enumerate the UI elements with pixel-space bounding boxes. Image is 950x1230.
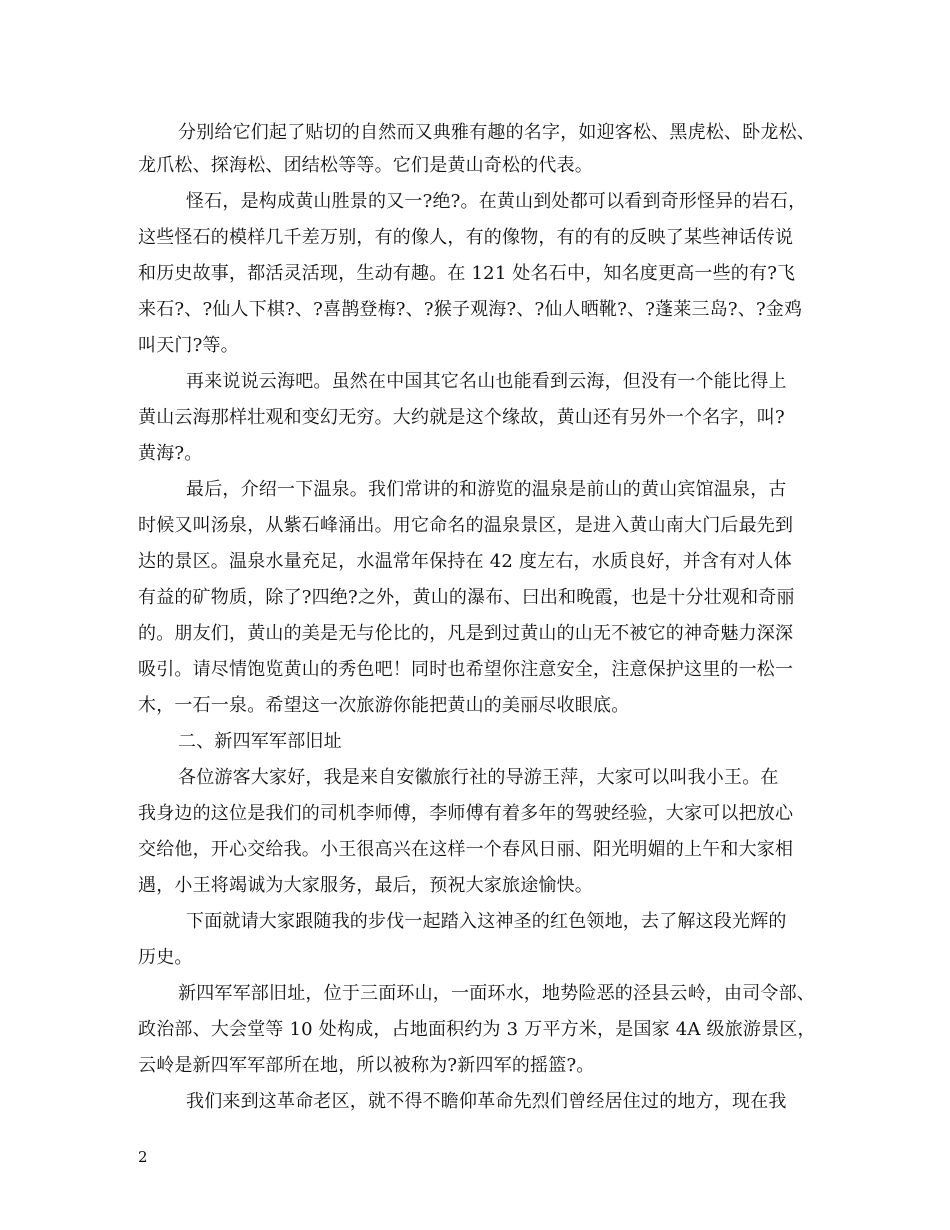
text-line: 交给他，开心交给我。小王很高兴在这样一个春风日丽、阳光明媚的上午和大家相 <box>138 839 794 860</box>
text-line: 吸引。请尽情饱览黄山的秀色吧！同时也希望你注意安全，注意保护这里的一松一 <box>138 659 794 680</box>
text-line: 我身边的这位是我们的司机李师傅，李师傅有着多年的驾驶经验，大家可以把放心 <box>138 803 794 824</box>
text-line: 遇，小王将竭诚为大家服务，最后，预祝大家旅途愉快。 <box>138 875 593 896</box>
text-line: 时候又叫汤泉，从紫石峰涌出。用它命名的温泉景区，是进入黄山南大门后最先到 <box>138 515 794 536</box>
text-line: 木，一石一泉。希望这一次旅游你能把黄山的美丽尽收眼底。 <box>138 695 630 716</box>
text-line: 黄山云海那样壮观和变幻无穷。大约就是这个缘故，黄山还有另外一个名字，叫? <box>138 407 785 428</box>
text-line: 怪石，是构成黄山胜景的又一?绝?。在黄山到处都可以看到奇形怪异的岩石， <box>186 191 807 212</box>
text-line: 云岭是新四军军部所在地，所以被称为?新四军的摇篮?。 <box>138 1055 595 1076</box>
text-line: 龙爪松、探海松、团结松等等。它们是黄山奇松的代表。 <box>138 155 593 176</box>
text-line: 最后，介绍一下温泉。我们常讲的和游览的温泉是前山的黄山宾馆温泉，古 <box>186 479 787 500</box>
text-line: 黄海?。 <box>138 443 203 464</box>
text-line: 下面就请大家跟随我的步伐一起踏入这神圣的红色领地，去了解这段光辉的 <box>186 911 787 932</box>
text-line: 有益的矿物质，除了?四绝?之外，黄山的瀑布、曰出和晚霞，也是十分壮观和奇丽 <box>138 587 795 608</box>
section-heading: 二、新四军军部旧址 <box>178 731 342 752</box>
text-line: 我们来到这革命老区，就不得不瞻仰革命先烈们曾经居住过的地方，现在我 <box>186 1091 787 1112</box>
text-line: 各位游客大家好，我是来自安徽旅行社的导游王萍，大家可以叫我小王。在 <box>178 767 779 788</box>
text-line: 历史。 <box>138 947 193 968</box>
page-number: 2 <box>138 1148 148 1166</box>
text-line: 和历史故事，都活灵活现，生动有趣。在 121 处名石中，知名度更高一些的有?飞 <box>138 263 796 284</box>
text-line: 的。朋友们，黄山的美是无与伦比的，凡是到过黄山的山无不被它的神奇魅力深深 <box>138 623 794 644</box>
text-line: 达的景区。温泉水量充足，水温常年保持在 42 度左右，水质良好，并含有对人体 <box>138 551 792 572</box>
text-line: 政治部、大会堂等 10 处构成，占地面积约为 3 万平方米，是国家 4A 级旅游景区， <box>138 1019 816 1040</box>
text-line: 再来说说云海吧。虽然在中国其它名山也能看到云海，但没有一个能比得上 <box>186 371 787 392</box>
text-line: 来石?、?仙人下棋?、?喜鹊登梅?、?猴子观海?、?仙人晒靴?、?蓬莱三岛?、?金鸡 <box>138 299 803 320</box>
text-line: 分别给它们起了贴切的自然而又典雅有趣的名字，如迎客松、黑虎松、卧龙松、 <box>178 122 815 143</box>
text-line: 新四军军部旧址，位于三面环山，一面环水，地势险恶的泾县云岭，由司令部、 <box>178 983 815 1004</box>
text-line: 叫天门?等。 <box>138 335 239 356</box>
text-line: 这些怪石的模样几千差万别，有的像人，有的像物，有的有的反映了某些神话传说 <box>138 227 794 248</box>
